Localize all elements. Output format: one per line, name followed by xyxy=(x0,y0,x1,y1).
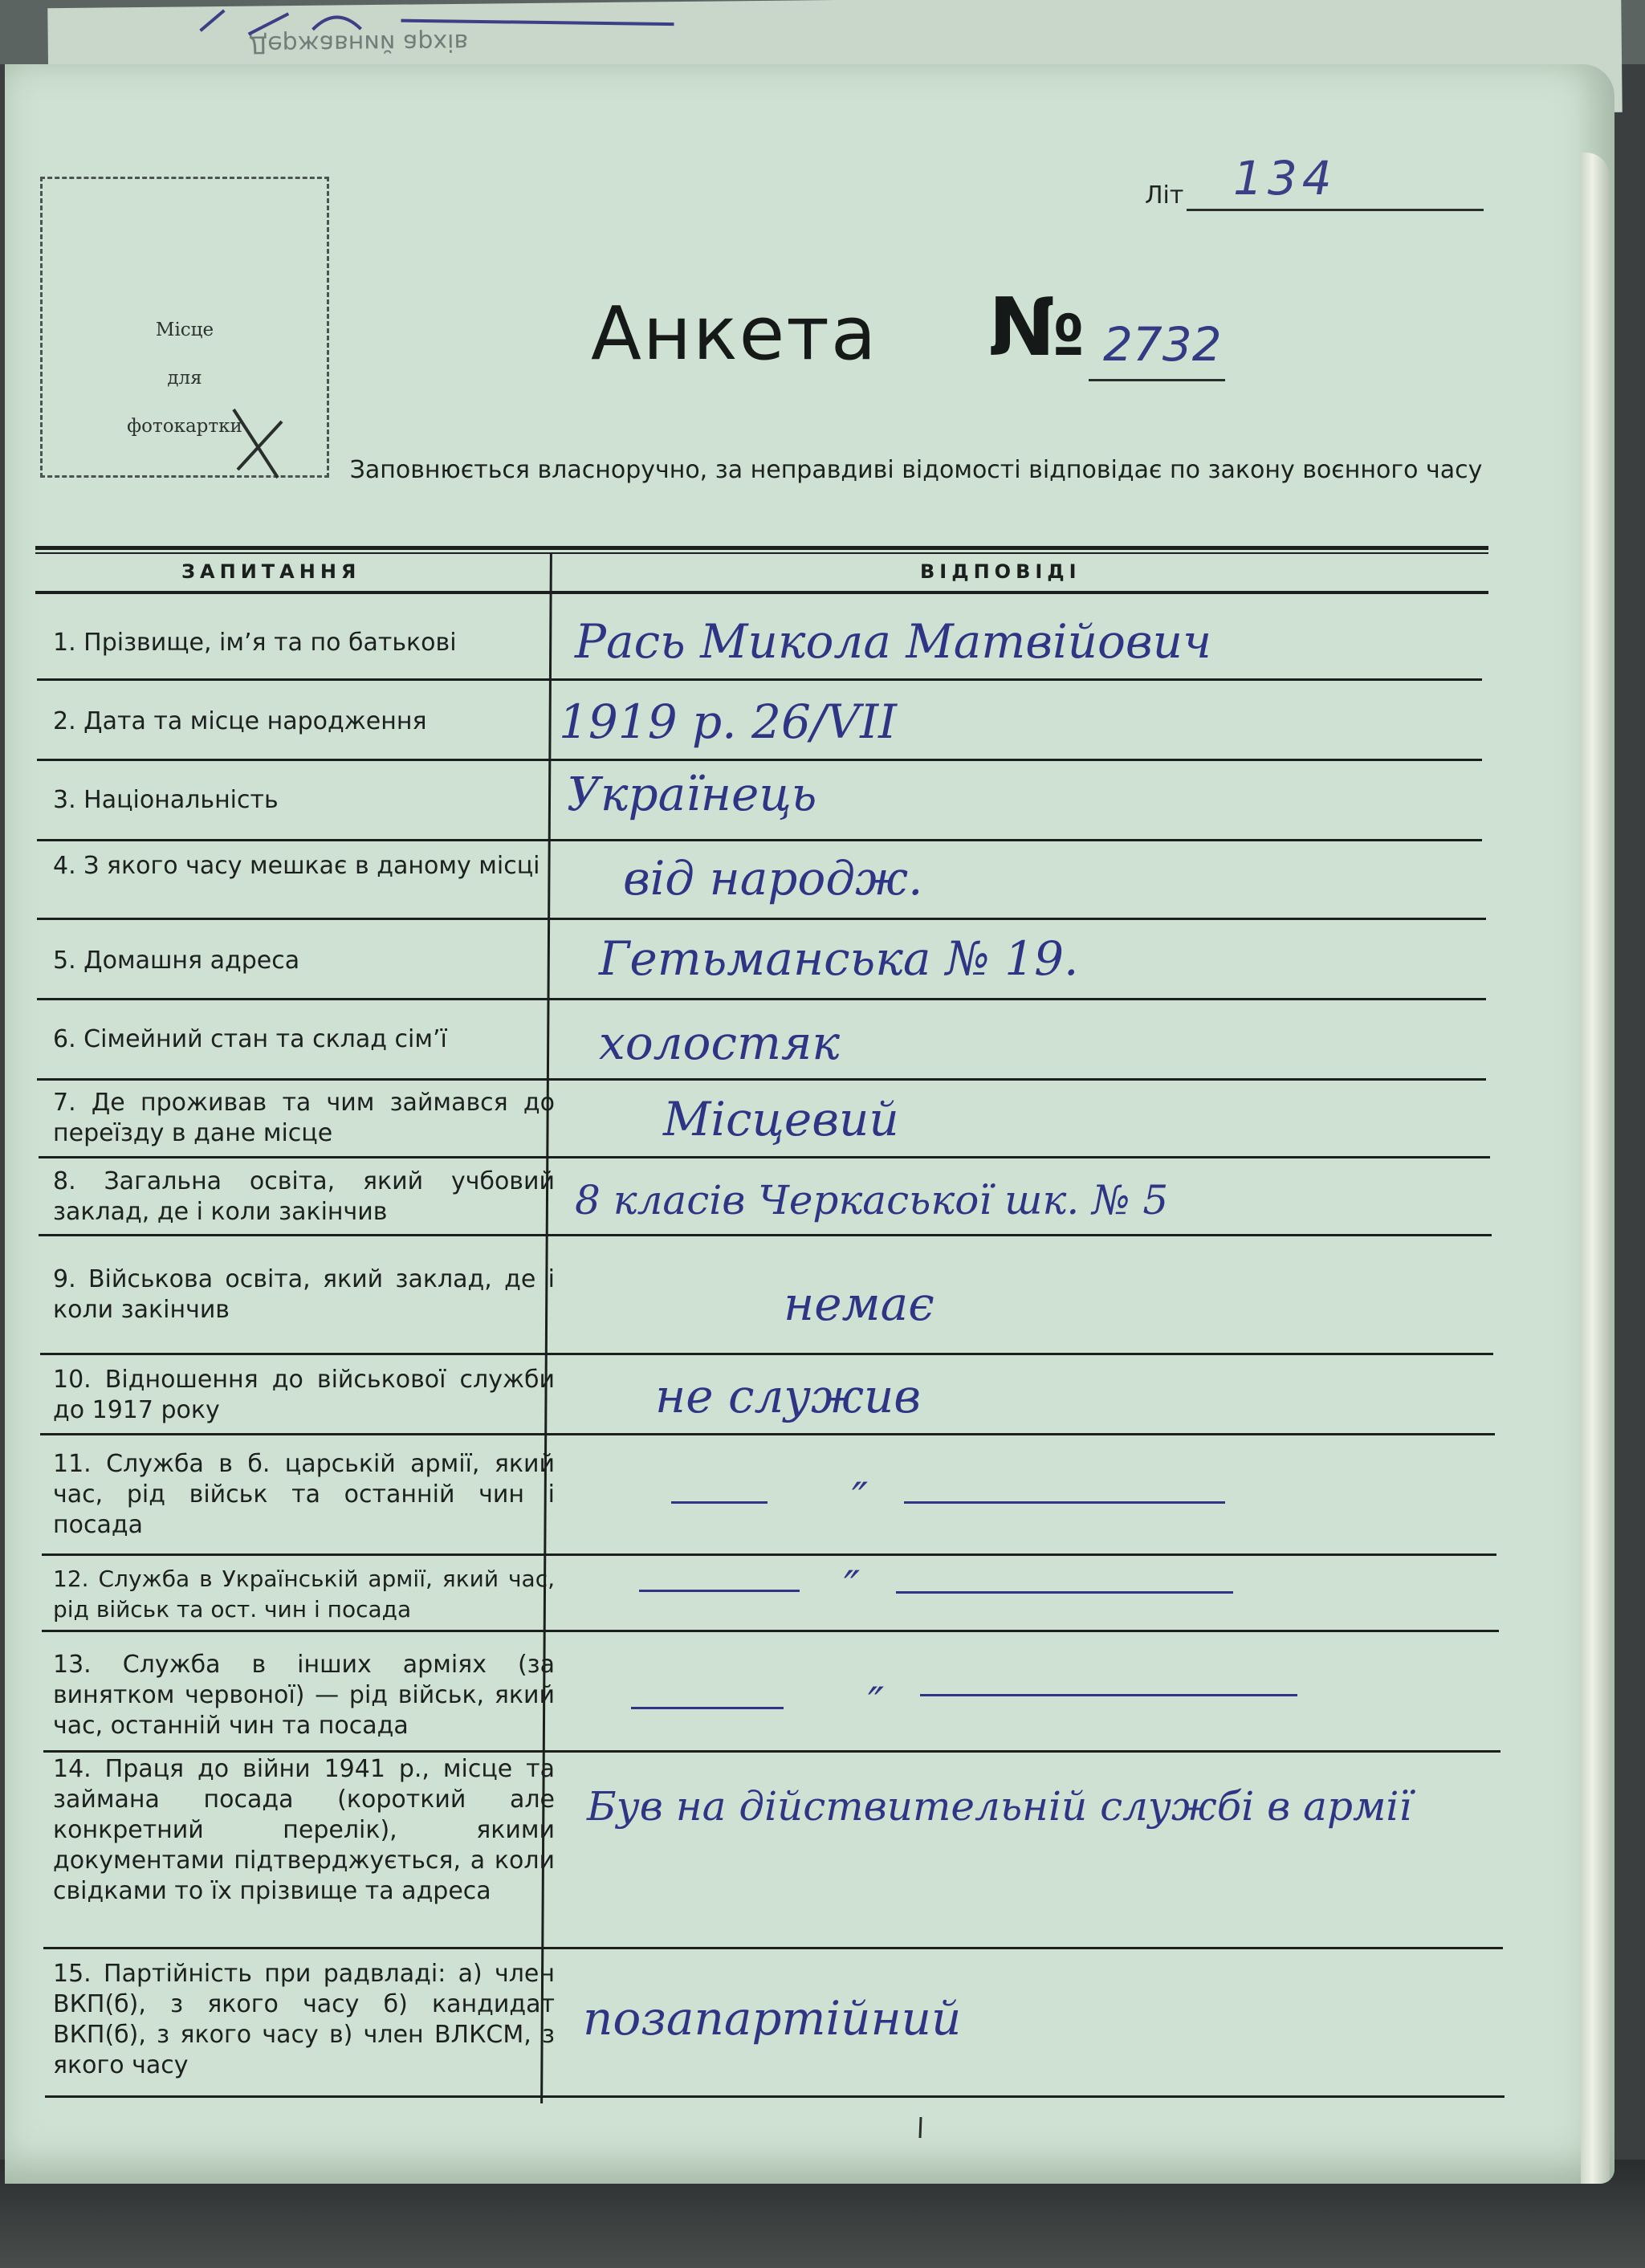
underlying-sheet-text: Державний архів xyxy=(248,27,469,59)
underlying-handwriting xyxy=(192,2,690,39)
question-8: 8. Загальна освіта, який учбовий заклад, де і коли закінчив xyxy=(53,1167,555,1226)
answer-11-dash-right xyxy=(904,1501,1225,1504)
question-6: 6. Сімейний стан та склад сім’ї xyxy=(53,1025,447,1053)
form-number-line xyxy=(1089,379,1225,381)
question-11: 11. Служба в б. царській армії, який час, рід військ та останній чин і посада xyxy=(53,1450,555,1539)
question-7: 7. Де проживав та чим займався до переїзду в дане місце xyxy=(53,1089,555,1147)
form-title: Анкета xyxy=(591,291,878,377)
answer-13: ″ xyxy=(868,1678,885,1728)
photo-box-label-1: Місце xyxy=(155,320,214,340)
answer-4: від народж. xyxy=(623,851,923,906)
row-separator xyxy=(39,1156,1490,1158)
row-separator xyxy=(42,1630,1499,1632)
answer-9: немає xyxy=(784,1277,934,1331)
answer-12: ″ xyxy=(844,1562,861,1612)
table-top-rule xyxy=(35,546,1488,550)
pen-mark xyxy=(916,2115,926,2140)
answer-6: холостяк xyxy=(599,1016,840,1070)
answer-3: Українець xyxy=(567,767,817,821)
questionnaire-sheet xyxy=(5,64,1614,2184)
question-5: 5. Домашня адреса xyxy=(53,947,300,975)
photo-box-x-mark xyxy=(218,401,298,482)
answer-11-dash-left xyxy=(671,1501,768,1504)
sheet-number-label: Літ xyxy=(1145,181,1184,210)
question-15: 15. Партійність при радвладі: а) член ВКП(б), з якого часу б) кандидат ВКП(б), з якого часу в) член ВЛКСМ, з якого часу xyxy=(53,1960,555,2079)
photo-box-label-2: для xyxy=(167,368,202,389)
answer-11: ″ xyxy=(852,1473,869,1524)
answer-15: позапартійний xyxy=(583,1991,962,2046)
question-1: 1. Прізвище, ім’я та по батькові xyxy=(53,629,457,657)
answer-5: Гетьманська № 19. xyxy=(599,931,1079,986)
row-separator xyxy=(43,1947,1503,1949)
row-separator xyxy=(42,1553,1496,1556)
form-number-sign: № xyxy=(988,280,1085,374)
answer-2: 1919 р. 26/VII xyxy=(559,694,898,749)
answer-12-dash-right xyxy=(896,1591,1233,1594)
question-13: 13. Служба в інших арміях (за винятком червоної) — рід військ, який час, останній чин та посада xyxy=(53,1651,555,1740)
sheet-number-line xyxy=(1187,209,1484,211)
row-separator xyxy=(37,678,1482,681)
row-separator xyxy=(37,998,1486,1000)
row-separator xyxy=(45,2095,1505,2098)
row-separator xyxy=(37,759,1482,761)
answer-14: Був на дійствительній службі в армії xyxy=(587,1783,1412,1830)
answer-10: не служив xyxy=(655,1369,922,1423)
row-separator xyxy=(40,1353,1493,1355)
answer-7: Місцевий xyxy=(663,1092,899,1146)
question-3: 3. Національність xyxy=(53,786,279,814)
table-header-rule xyxy=(35,591,1488,594)
answer-8: 8 класів Черкаської шк. № 5 xyxy=(575,1177,1169,1224)
photo-box-label-3: фотокартки xyxy=(127,416,242,437)
question-12: 12. Служба в Українській армії, який час, рід військ та ост. чин і посада xyxy=(53,1566,555,1623)
sheet-number-value: 134 xyxy=(1233,151,1337,206)
answer-13-dash-right xyxy=(920,1694,1297,1696)
form-subtitle: Заповнюється власноручно, за неправдиві відомості відповідає по закону воєнного часу xyxy=(349,456,1483,484)
question-14: 14. Праця до війни 1941 р., місце та займана посада (короткий але конкретний перелік), якими документами підтверджується, а коли свідками то їх прізвище та адреса xyxy=(53,1755,555,1905)
question-2: 2. Дата та місце народження xyxy=(53,707,427,735)
row-separator xyxy=(37,1078,1486,1081)
answer-12-dash-left xyxy=(639,1590,800,1592)
page-edge xyxy=(1581,153,1610,2184)
column-header-answer: ВІДПОВІДІ xyxy=(920,560,1081,583)
row-separator xyxy=(37,839,1482,841)
answer-13-dash-left xyxy=(631,1707,784,1709)
row-separator xyxy=(39,1234,1492,1236)
answer-1: Рась Микола Матвійович xyxy=(575,614,1212,669)
row-separator xyxy=(43,1750,1500,1753)
question-10: 10. Відношення до військової служби до 1917 року xyxy=(53,1366,555,1424)
form-number: 2732 xyxy=(1103,317,1222,372)
question-9: 9. Військова освіта, який заклад, де і коли закінчив xyxy=(53,1265,555,1324)
question-4: 4. З якого часу мешкає в даному місці xyxy=(53,852,540,880)
row-separator xyxy=(40,1433,1495,1435)
row-separator xyxy=(37,918,1486,920)
table-top-rule-thin xyxy=(35,552,1488,554)
column-header-question: ЗАПИТАННЯ xyxy=(181,560,361,583)
